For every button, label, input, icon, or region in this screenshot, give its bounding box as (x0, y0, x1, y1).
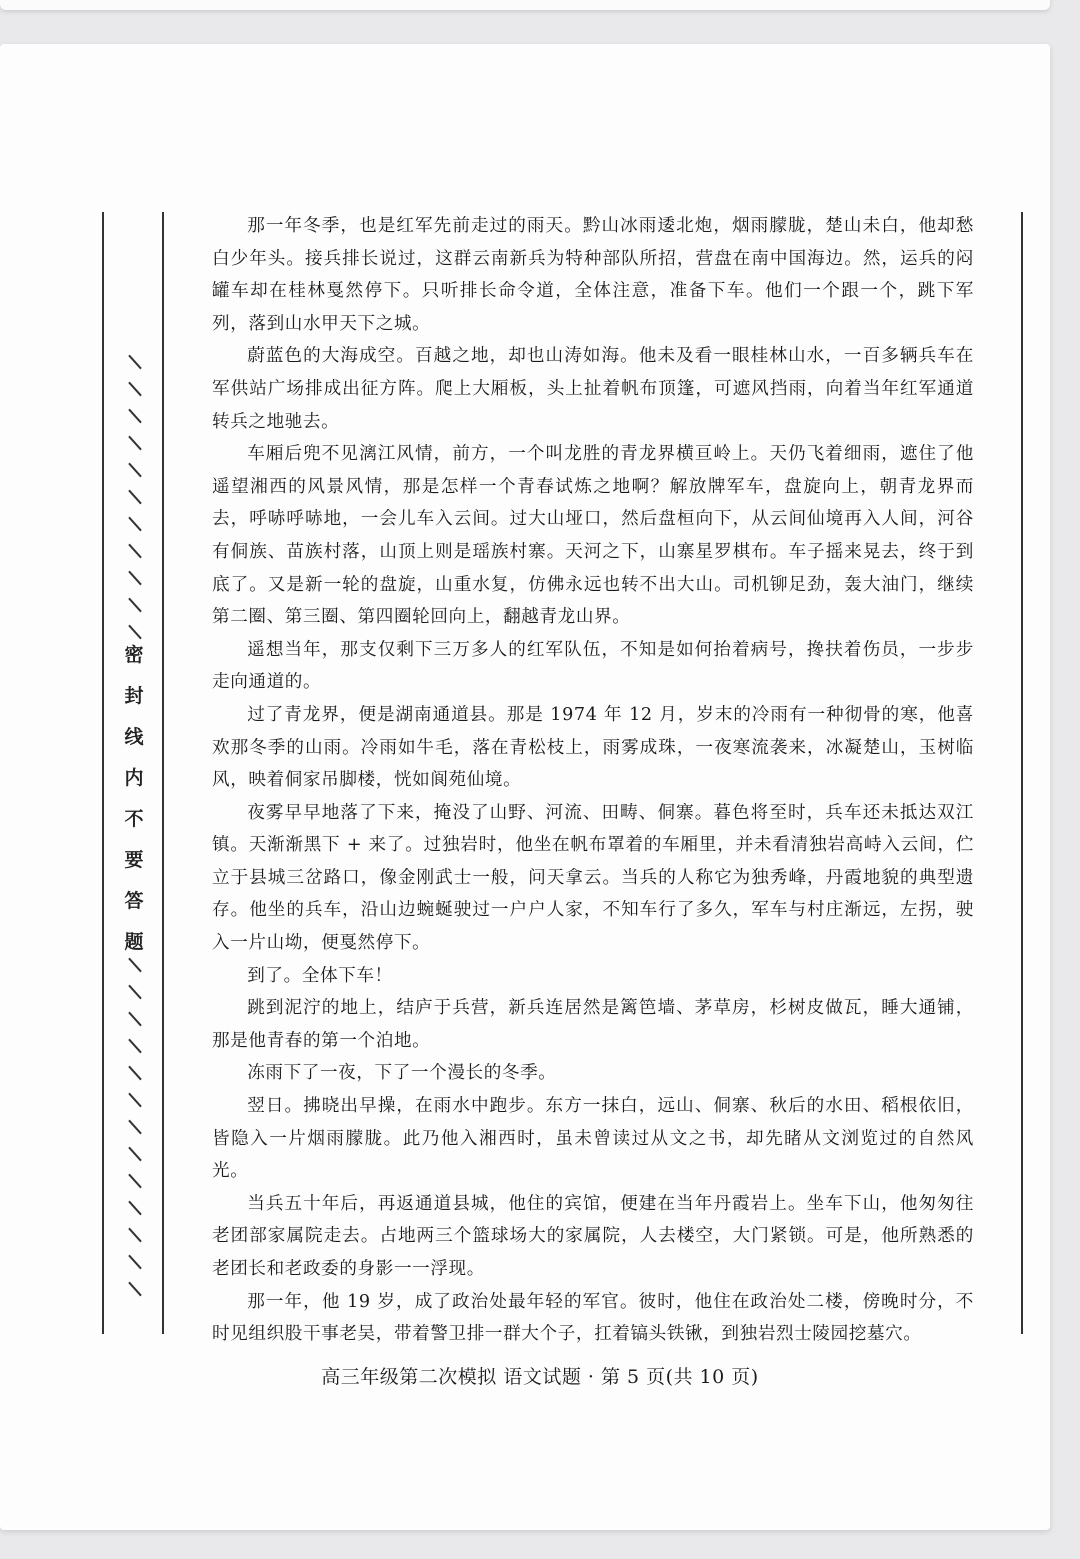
seal-character: 要 (124, 849, 144, 871)
seal-character: 不 (124, 808, 144, 830)
seal-slash (127, 953, 141, 977)
margin-line-right (1021, 212, 1023, 1334)
previous-page-edge (0, 0, 1050, 10)
paragraph: 遥想当年，那支仅剩下三万多人的红军队伍，不知是如何抬着病号，搀扶着伤员，一步步走向通道的。 (212, 639, 974, 693)
paragraph: 到了。全体下车！ (247, 965, 393, 986)
seal-slash (127, 458, 141, 482)
seal-slashes-bottom (127, 953, 141, 1301)
seal-slash (127, 539, 141, 563)
seal-slash (127, 620, 141, 644)
seal-slash (127, 566, 141, 590)
paragraph: 过了青龙界，便是湖南通道县。那是 1974 年 12 月，岁末的冷雨有一种彻骨的寒，他喜欢那冬季的山雨。冷雨如牛毛，落在青松枝上，雨雾成珠，一夜寒流袭来，冰凝楚山，玉树临风，映着侗家吊脚楼，恍如阆苑仙境。 (212, 704, 974, 791)
reading-passage (212, 210, 974, 1351)
seal-slash (127, 980, 141, 1004)
seal-slash (127, 512, 141, 536)
seal-character: 答 (124, 890, 144, 912)
seal-slash (127, 485, 141, 509)
paragraph: 跳到泥泞的地上，结庐于兵营，新兵连居然是篱笆墙、茅草房，杉树皮做瓦，睡大通铺，那是他青春的第一个泊地。 (212, 998, 974, 1051)
seal-slash (127, 1223, 141, 1247)
seal-slash (127, 377, 141, 401)
binding-line-outer (102, 212, 104, 1334)
seal-character: 线 (124, 726, 144, 748)
seal-slash (127, 1115, 141, 1139)
seal-slash (127, 1277, 141, 1301)
seal-line-text (124, 644, 143, 953)
paragraph: 那一年，他 19 岁，成了政治处最年轻的军官。彼时，他住在政治处二楼，傍晚时分，不时见组织股干事老吴，带着警卫排一群大个子，扛着镐头铁锹，到独岩烈士陵园挖墓穴。 (212, 1291, 974, 1345)
seal-slash (127, 1088, 141, 1112)
seal-slash (127, 1142, 141, 1166)
seal-character: 封 (124, 685, 144, 707)
seal-line-column (112, 350, 156, 1210)
seal-character: 密 (124, 644, 144, 666)
seal-slash (127, 1250, 141, 1274)
paragraph: 那一年冬季，也是红军先前走过的雨天。黔山冰雨逶北炮，烟雨朦胧，楚山未白，他却愁白少年头。接兵排长说过，这群云南新兵为特种部队所招，营盘在南中国海边。然，运兵的闷罐车却在桂林戛然停下。只听排长命令道，全体注意，准备下车。他们一个跟一个，跳下军列，落到山水甲天下之城。 (212, 216, 974, 334)
seal-slash (127, 350, 141, 374)
paragraph: 冻雨下了一夜，下了一个漫长的冬季。 (247, 1063, 557, 1084)
seal-slash (127, 431, 141, 455)
seal-slash (127, 404, 141, 428)
seal-character: 内 (124, 767, 144, 789)
page-footer: 高三年级第二次模拟 语文试题 · 第 5 页(共 10 页) (321, 1366, 759, 1388)
binding-line-inner (162, 212, 164, 1334)
seal-slash (127, 1034, 141, 1058)
seal-slash (127, 1169, 141, 1193)
paragraph: 蔚蓝色的大海成空。百越之地，却也山涛如海。他未及看一眼桂林山水，一百多辆兵车在军供站广场排成出征方阵。爬上大厢板，头上扯着帆布顶篷，可遮风挡雨，向着当年红军通道转兵之地驰去。 (212, 346, 974, 432)
paragraph: 车厢后兜不见漓江风情，前方，一个叫龙胜的青龙界横亘岭上。天仍飞着细雨，遮住了他遥望湘西的风景风情，那是怎样一个青春试炼之地啊？解放牌军车，盘旋向上，朝青龙界而去，呼哧呼哧地，一会儿车入云间。过大山垭口，然后盘桓向下，从云间仙境再入人间，河谷有侗族、苗族村落，山顶上则是瑶族村寨。天河之下，山寨星罗棋布。车子摇来晃去，终于到底了。又是新一轮的盘旋，山重水复，仿佛永远也转不出大山。司机铆足劲，轰大油门，继续第二圈、第三圈、第四圈轮回向上，翻越青龙山界。 (212, 444, 974, 628)
seal-slash (127, 1061, 141, 1085)
seal-slashes-top (127, 350, 141, 644)
seal-slash (127, 1196, 141, 1220)
seal-slash (127, 593, 141, 617)
seal-character: 题 (124, 931, 144, 953)
paragraph: 当兵五十年后，再返通道县城，他住的宾馆，便建在当年丹霞岩上。坐车下山，他匆匆往老团部家属院走去。占地两三个篮球场大的家属院，人去楼空，大门紧锁。可是，他所熟悉的老团长和老政委的身影一一浮现。 (212, 1193, 974, 1279)
paragraph: 翌日。拂晓出早操，在雨水中跑步。东方一抹白，远山、侗寨、秋后的水田、稻根依旧，皆隐入一片烟雨朦胧。此乃他入湘西时，虽未曾读过从文之书，却先睹从文浏览过的自然风光。 (212, 1096, 974, 1182)
seal-slash (127, 1007, 141, 1031)
paragraph: 夜雾早早地落了下来，掩没了山野、河流、田畴、侗寨。暮色将至时，兵车还未抵达双江镇。天渐渐黑下 + 来了。过独岩时，他坐在帆布罩着的车厢里，并未看清独岩高峙入云间，伫立于县城三岔路口，像金刚武士一般，问天拿云。当兵的人称它为独秀峰，丹霞地貌的典型遗存。他坐的兵车，沿山边蜿蜒驶过一户户人家，不知车行了多久，军车与村庄渐远，左拐，驶入一片山坳，便戛然停下。 (212, 802, 974, 954)
